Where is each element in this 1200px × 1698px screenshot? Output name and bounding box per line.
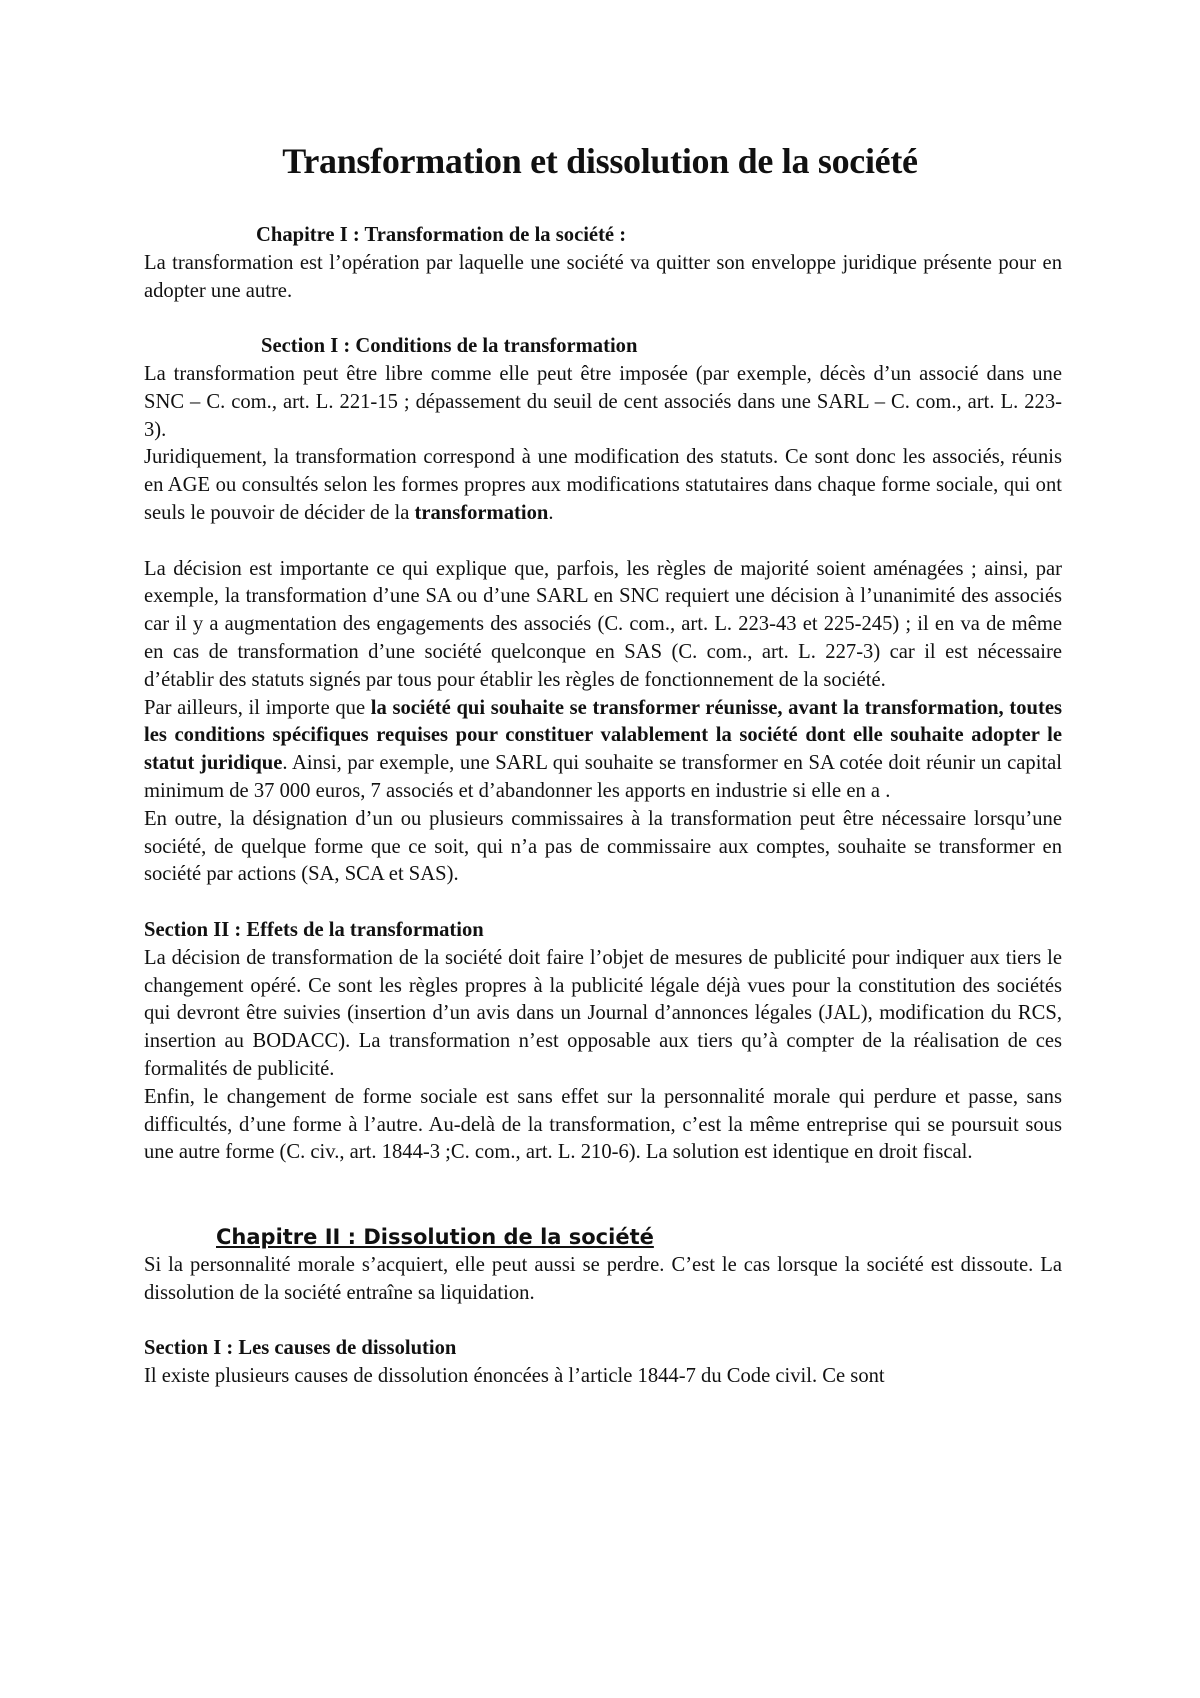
paragraph-start: Par ailleurs, il importe que <box>144 696 371 719</box>
section-1-paragraph-1: La transformation peut être libre comme elle peut être imposée (par exemple, décès d’un associé dans une SNC – C. com., art. L. 221-15 ; dépassement du seuil de cent associés dans une SARL – C. com., art. L. 223-3). <box>144 362 1062 441</box>
paragraph-end: . Ainsi, par exemple, une SARL qui souhaite se transformer en SA cotée doit réunir un capital minimum de 37 000 euros, 7 associés et d’abandonner les apports en industrie si elle en a . <box>144 752 1062 802</box>
section-1-paragraph-5: En outre, la désignation d’un ou plusieurs commissaires à la transformation peut être nécessaire lorsqu’une société, de quelque forme que ce soit, qui n’a pas de commissaire aux comptes, souhaite se transformer en société par actions (SA, SCA et SAS). <box>144 807 1062 886</box>
section-1-paragraph-2 <box>144 444 1062 527</box>
chapter-1-intro: La transformation est l’opération par laquelle une société va quitter son enveloppe juridique présente pour en adopter une autre. <box>144 251 1062 302</box>
section-3-heading: Section I : Les causes de dissolution <box>144 1337 457 1360</box>
page-title: Transformation et dissolution de la société <box>282 141 918 181</box>
chapter-2-heading: Chapitre II : Dissolution de la société <box>216 1225 654 1250</box>
section-1-paragraph-4 <box>144 695 1062 806</box>
section-2-paragraph-1: La décision de transformation de la société doit faire l’objet de mesures de publicité pour indiquer aux tiers le changement opéré. Ce sont les règles propres à la publicité légale déjà vues pour la constitution des sociétés qui devront être suivies (insertion d’un avis dans un Journal d’annonces légales (JAL), modification du RCS, insertion au BODACC). La transformation n’est opposable aux tiers qu’à compter de la réalisation de ces formalités de publicité. <box>144 946 1062 1080</box>
section-1-heading: Section I : Conditions de la transformation <box>261 335 638 358</box>
document-body <box>144 222 1062 1391</box>
section-3-paragraph-1: Il existe plusieurs causes de dissolution énoncées à l’article 1844-7 du Code civil. Ce sont <box>144 1365 885 1388</box>
bold-statement: la société qui souhaite se transformer réunisse, avant la transformation, toutes les conditions spécifiques requises pour constituer valablement la société dont elle souhaite adopter le statut juridique <box>144 696 1062 775</box>
chapter-2-intro: Si la personnalité morale s’acquiert, elle peut aussi se perdre. C’est le cas lorsque la société est dissoute. La dissolution de la société entraîne sa liquidation. <box>144 1254 1062 1304</box>
section-2-paragraph-2: Enfin, le changement de forme sociale est sans effet sur la personnalité morale qui perdure et passe, sans difficultés, d’une forme à l’autre. Au-delà de la transformation, c’est la même entreprise qui se poursuit sous une autre forme (C. civ., art. 1844-3 ;C. com., art. L. 210-6). La solution est identique en droit fiscal. <box>144 1085 1062 1164</box>
section-1-paragraph-3: La décision est importante ce qui explique que, parfois, les règles de majorité soient aménagées ; ainsi, par exemple, la transformation d’une SA ou d’une SARL en SNC requiert une décision à l’unanimité des associés car il y a augmentation des engagements des associés (C. com., art. L. 223-43 et 225-245) ; il en va de même en cas de transformation d’une société quelconque en SAS (C. com., art. L. 227-3) car il est nécessaire d’établir des statuts signés par tous pour établir les règles de fonctionnement de la société. <box>144 557 1062 691</box>
chapter-1-heading: Chapitre I : Transformation de la société : <box>256 224 627 246</box>
paragraph-text: Juridiquement, la transformation correspond à une modification des statuts. Ce sont donc les associés, réunis en AGE ou consultés selon les formes propres aux modifications statutaires dans chaque forme sociale, qui ont seuls le pouvoir de décider de la <box>144 446 1062 524</box>
section-2-heading: Section II : Effets de la transformation <box>144 918 484 941</box>
bold-term: transformation <box>414 501 549 524</box>
paragraph-end: . <box>548 501 554 524</box>
